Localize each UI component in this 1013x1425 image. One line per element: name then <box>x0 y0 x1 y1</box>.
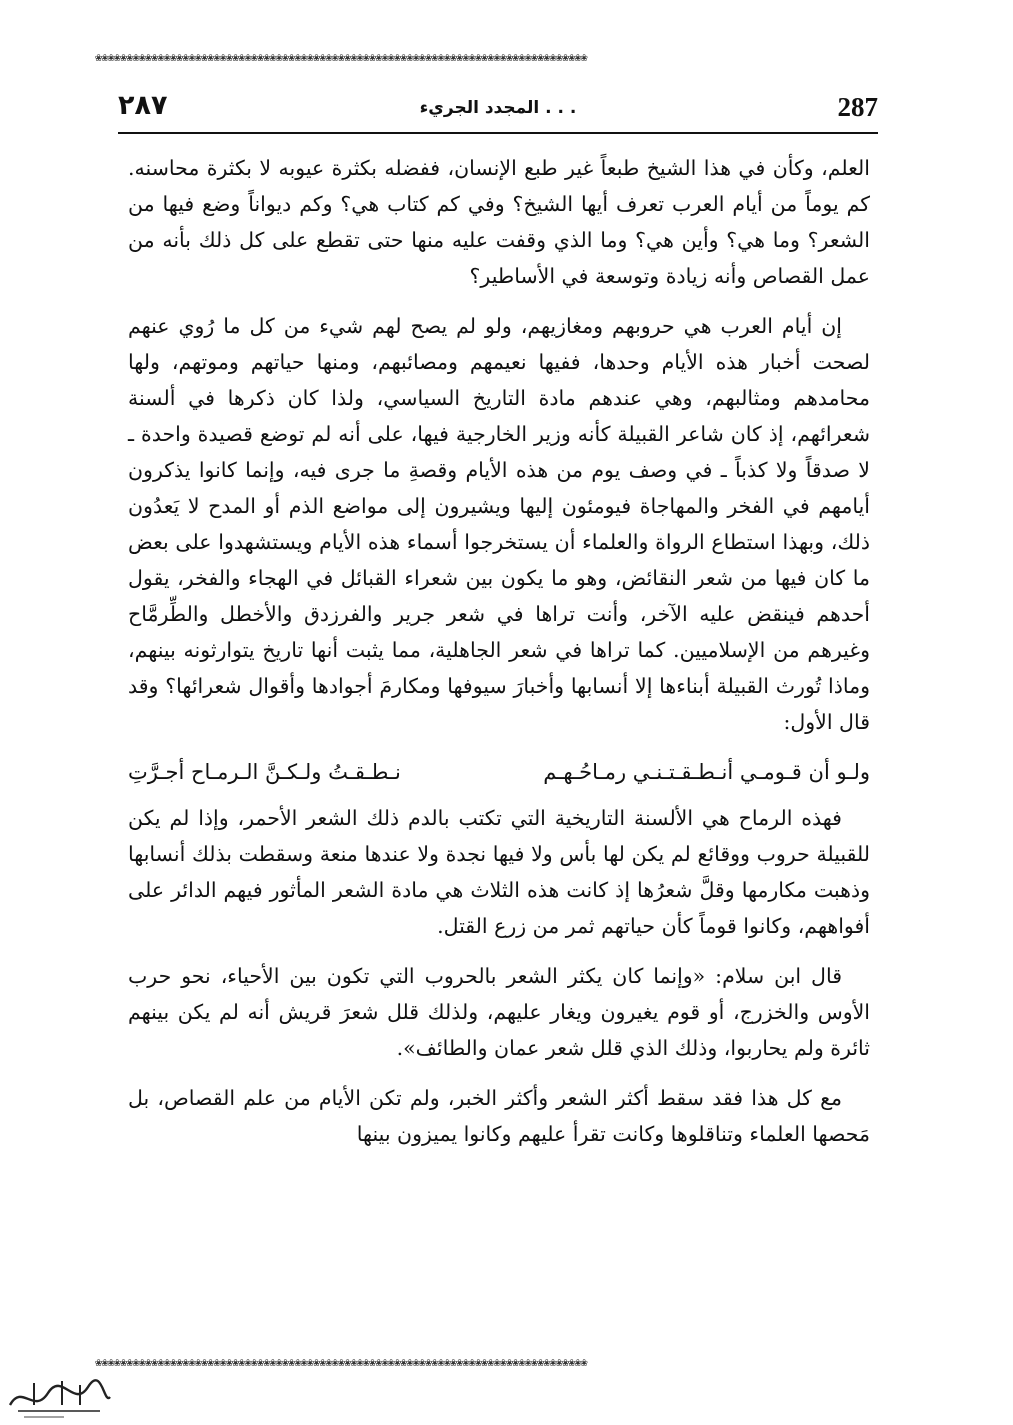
paragraph-2: إن أيام العرب هي حروبهم ومغازيهم، ولو لم يصح لهم شيء من كل ما رُوي عنهم لصحت أخبار هذه الأيام وحدها، ففيها نعيمهم ومصائبهم، ومنها حياتهم وموتهم، ولها محامدهم ومثالبهم، وهي عندهم مادة التاريخ السياسي، ولذا كان ذكرها في ألسنة شعرائهم، إذ كان شاعر القبيلة كأنه وزير الخارجية فيها، على أنه لم توضع قصيدة واحدة ـ لا صدقاً ولا كذباً ـ في وصف يوم من هذه الأيام وقصةِ ما جرى فيه، وإنما كانوا يذكرون أيامهم في الفخر والمهاجاة فيومئون إليها ويشيرون إلى مواضع الذم أو المدح لا يَعدُون ذلك، وبهذا استطاع الرواة والعلماء أن يستخرجوا أسماء هذه الأيام ويستشهدوا على بعض ما كان فيها من شعر النقائض، وهو ما يكون بين شعراء القبائل في الهجاء والفخر، يقول أحدهم فينقض عليه الآخر، وأنت تراها في شعر جرير والفرزدق والأخطل والطِّرمَّاح وغيرهم من الإسلاميين. كما تراها في شعر الجاهلية، مما يثبت أنها تاريخ يتوارثونه بينهم، وماذا تُورث القبيلة أبناءها إلا أنسابها وأخبارَ سيوفها ومكارمَ أجوادها وأقوال شعرائها؟ وقد قال الأول: <box>128 314 870 734</box>
top-ornament-border: ❀❀❀❀❀❀❀❀❀❀❀❀❀❀❀❀❀❀❀❀❀❀❀❀❀❀❀❀❀❀❀❀❀❀❀❀❀❀❀❀❀❀❀❀❀❀❀❀❀❀❀❀❀❀❀❀❀❀❀❀❀❀❀❀❀❀❀❀❀❀❀❀❀❀❀❀❀❀❀ <box>95 50 587 64</box>
paragraph-1: العلم، وكأن في هذا الشيخ طبعاً غير طبع الإنسان، ففضله بكثرة عيوبه لا بكثرة محاسنه. كم يوماً من أيام العرب تعرف أيها الشيخ؟ وفي كم كتاب هي؟ وكم ديواناً وضع فيها من الشعر؟ وما هي؟ وأين هي؟ وما الذي وقفت عليه منها حتى تقطع على كل ذلك بأنه من عمل القصاص وأنه زيادة وتوسعة في الأساطير؟ <box>128 156 870 288</box>
paragraph-5: مع كل هذا فقد سقط أكثر الشعر وأكثر الخبر، ولم تكن الأيام من علم القصاص، بل مَحصها العلماء وتناقلوها وكانت تقرأ عليهم وكانوا يميزون بينها <box>128 1086 870 1146</box>
running-title: المجدد الجريء . . . <box>419 98 577 118</box>
verse-right-hemistich: ولـو أن قـومـي أنـطـقـتـنـي رمـاحُـهـم <box>543 760 870 784</box>
paragraph-3: فهذه الرماح هي الألسنة التاريخية التي تكتب بالدم ذلك الشعر الأحمر، وإذا لم يكن للقبيلة حروب ووقائع لم يكن لها بأس ولا فيها نجدة ولا عندها منعة وسقطت بذلك أنسابها وذهبت مكارمها وقلَّ شعرُها إذ كانت هذه الثلاث هي مادة الشعر المأثور فيهم الدائر على أفواههم، وكانوا قوماً كأن حياتهم ثمر من زرع القتل. <box>128 806 870 938</box>
verse-left-hemistich: نـطـقـتُ ولـكـنَّ الـرمـاح أجـرَّتِ <box>128 760 401 784</box>
watermark-logo-stamp <box>4 1375 114 1421</box>
paragraph-4: قال ابن سلام: «وإنما كان يكثر الشعر بالحروب التي تكون بين الأحياء، نحو حرب الأوس والخزرج، أو قوم يغيرون ويغار عليهم، ولذلك قلل شعرَ قريش أنه لم يكن بينهم ثائرة ولم يحاربوا، وذلك الذي قلل شعر عمان والطائف». <box>128 964 870 1060</box>
page-header <box>118 88 878 134</box>
page-body <box>128 150 870 1166</box>
poetry-verse <box>128 754 870 790</box>
page-number-latin: 287 <box>837 92 878 122</box>
bottom-ornament-border: ❀❀❀❀❀❀❀❀❀❀❀❀❀❀❀❀❀❀❀❀❀❀❀❀❀❀❀❀❀❀❀❀❀❀❀❀❀❀❀❀❀❀❀❀❀❀❀❀❀❀❀❀❀❀❀❀❀❀❀❀❀❀❀❀❀❀❀❀❀❀❀❀❀❀❀❀❀❀❀ <box>95 1355 587 1369</box>
page-number-arabic: ٢٨٧ <box>118 90 168 121</box>
